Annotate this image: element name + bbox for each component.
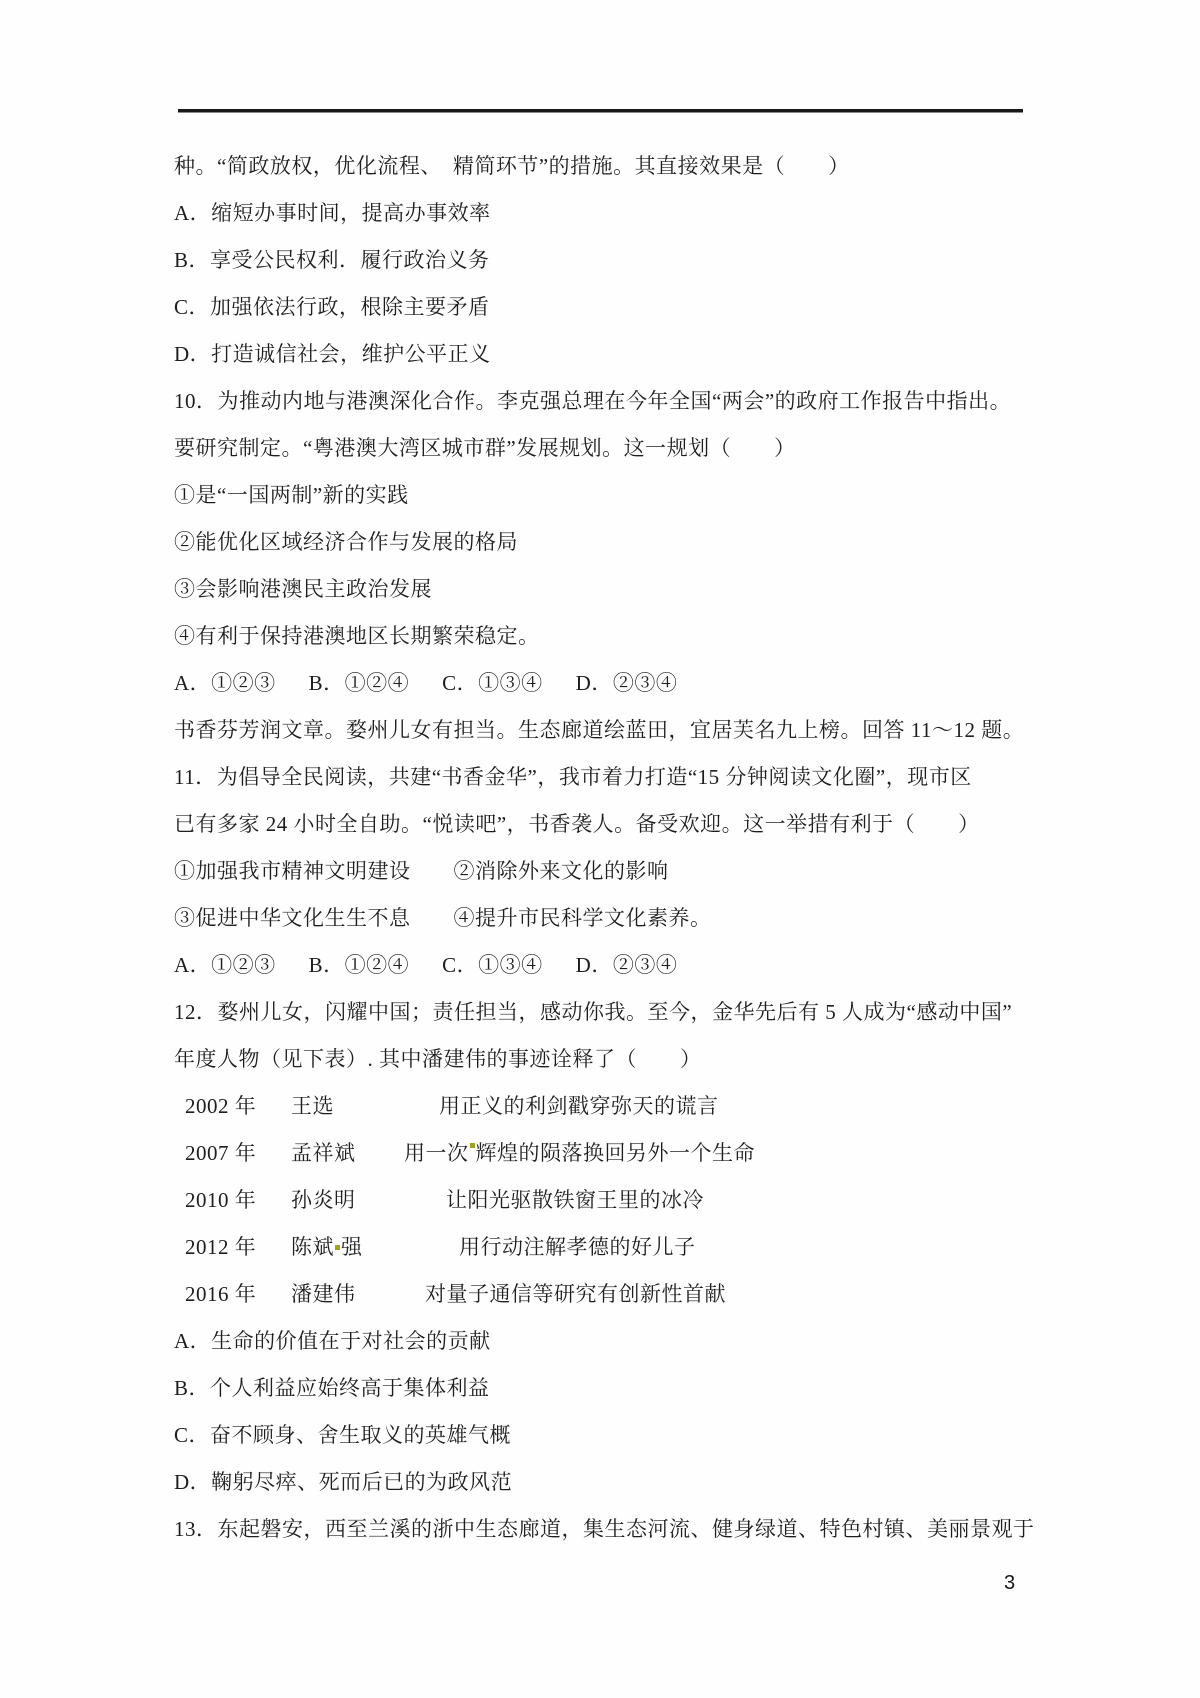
table-row-2007 xyxy=(174,1130,1080,1177)
desc-text-pre: 用一次 xyxy=(404,1141,469,1165)
table-cell-desc: 让阳光驱散铁窗王里的冰冷 xyxy=(446,1188,704,1212)
table-cell-year: 2012 年 xyxy=(185,1235,257,1259)
table-cell-desc: 对量子通信等研究有创新性首献 xyxy=(425,1282,726,1306)
q12-option-d: D．鞠躬尽瘁、死而后已的为政风范 xyxy=(174,1470,513,1494)
table-row-2002 xyxy=(174,1083,1080,1130)
q10-options-line: A．①②③ B．①②④ C．①③④ D．②③④ xyxy=(174,671,678,695)
table-cell-name xyxy=(291,1224,363,1271)
q10-item-2: ②能优化区域经济合作与发展的格局 xyxy=(174,530,518,554)
q12-option-a: A．生命的价值在于对社会的贡献 xyxy=(174,1329,491,1353)
desc-text-post: 辉煌的陨落换回另外一个生命 xyxy=(475,1141,755,1165)
table-row-2010 xyxy=(174,1177,1080,1224)
q10-item-1: ①是“一国两制”新的实践 xyxy=(174,483,409,507)
q11-items-line-1: ①加强我市精神文明建设 ②消除外来文化的影响 xyxy=(174,859,669,883)
q10-stem-line-1: 10．为推动内地与港澳深化合作。李克强总理在今年全国“两会”的政府工作报告中指出。 xyxy=(174,389,1012,413)
q11-items-line-2: ③促进中华文化生生不息 ④提升市民科学文化素养。 xyxy=(174,906,712,930)
scan-artifact-dot xyxy=(470,1143,475,1148)
q10-item-3: ③会影响港澳民主政治发展 xyxy=(174,577,432,601)
q9-option-a: A．缩短办事时间，提高办事效率 xyxy=(174,201,491,225)
table-row-2016 xyxy=(174,1271,1080,1318)
table-row-2012 xyxy=(174,1224,1080,1271)
table-cell-desc: 用正义的利剑戳穿弥天的谎言 xyxy=(439,1094,719,1118)
q9-option-b: B．享受公民权利．履行政治义务 xyxy=(174,248,490,272)
table-cell-year: 2007 年 xyxy=(185,1141,257,1165)
table-cell-year: 2002 年 xyxy=(185,1094,257,1118)
q13-stem-line-1: 13．东起磐安，西至兰溪的浙中生态廊道，集生态河流、健身绿道、特色村镇、美丽景观于 xyxy=(174,1517,1035,1541)
q11-options-line: A．①②③ B．①②④ C．①③④ D．②③④ xyxy=(174,953,678,977)
q9-stem-continuation: 种。“简政放权，优化流程、 精简环节”的措施。其直接效果是（ ） xyxy=(174,154,850,178)
q9-option-c: C．加强依法行政，根除主要矛盾 xyxy=(174,295,490,319)
table-cell-name: 王选 xyxy=(291,1094,334,1118)
q11-stem-line-2: 已有多家 24 小时全自助。“悦读吧”，书香袭人。备受欢迎。这一举措有利于（ ） xyxy=(174,812,980,836)
table-cell-name: 潘建伟 xyxy=(291,1282,356,1306)
q10-item-4: ④有利于保持港澳地区长期繁荣稳定。 xyxy=(174,624,540,648)
table-cell-desc xyxy=(404,1130,755,1177)
q11-stem-line-1: 11．为倡导全民阅读，共建“书香金华”，我市着力打造“15 分钟阅读文化圈”，现市区 xyxy=(174,765,972,789)
q12-option-c: C．奋不顾身、舍生取义的英雄气概 xyxy=(174,1423,512,1447)
name-text-pre: 陈斌 xyxy=(291,1235,334,1259)
q12-option-b: B．个人利益应始终高于集体利益 xyxy=(174,1376,490,1400)
q9-option-d: D．打造诚信社会，维护公平正义 xyxy=(174,342,491,366)
scan-artifact-dot xyxy=(335,1245,340,1250)
q12-stem-line-2: 年度人物（见下表）. 其中潘建伟的事迹诠释了（ ） xyxy=(174,1047,702,1071)
table-cell-year: 2016 年 xyxy=(185,1282,257,1306)
header-rule xyxy=(178,109,1023,113)
page-number: 3 xyxy=(1004,1572,1016,1594)
table-cell-name: 孙炎明 xyxy=(291,1188,356,1212)
table-cell-name: 孟祥斌 xyxy=(291,1141,356,1165)
table-cell-desc: 用行动注解孝德的好儿子 xyxy=(459,1235,696,1259)
table-cell-year: 2010 年 xyxy=(185,1188,257,1212)
exam-content xyxy=(174,143,1080,1553)
q12-stem-line-1: 12．婺州儿女，闪耀中国；责任担当，感动你我。至今，金华先后有 5 人成为“感动中国” xyxy=(174,1000,1013,1024)
q10-stem-line-2: 要研究制定。“粤港澳大湾区城市群”发展规划。这一规划（ ） xyxy=(174,436,796,460)
name-text-post: 强 xyxy=(341,1235,363,1259)
section-note: 书香芬芳润文章。婺州儿女有担当。生态廊道绘蓝田，宜居芙名九上榜。回答 11～12 题。 xyxy=(174,718,1025,742)
